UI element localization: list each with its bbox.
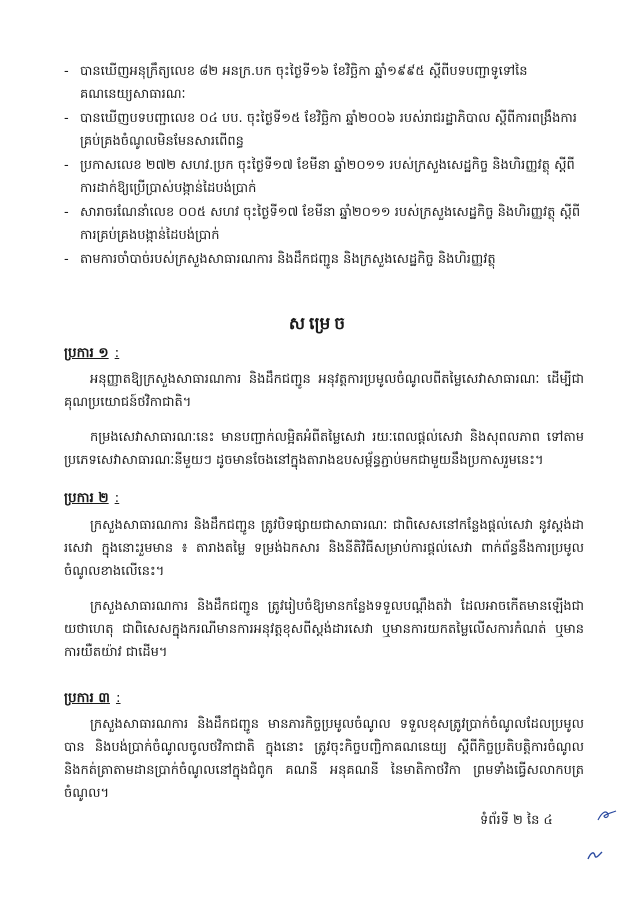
legal-basis-list [64,60,584,272]
article-2-paragraph-2: ក្រសួងសាធារណការ និងដឹកជញ្ជូន ត្រូវរៀបចំឱ្យមានកន្លែងទទួលបណ្តឹងតវ៉ា ដែលអាចកើតមានឡើងជាយថាហេតុ ជាពិសេសក្នុងករណីមានការអនុវត្តខុសពីស្តង់ដារសេវា ឬមានការយកតម្លៃលើសការកំណត់ ឬមានការយឺតយ៉ាវ ជាដើម។ [64,599,584,660]
article-1-heading: ប្រការ ១ : [64,345,120,361]
handwritten-initial-mark [596,808,618,824]
bullet-dash: - [64,158,69,173]
bullet-dash: - [64,111,69,126]
article-3-heading: ប្រការ ៣ : [64,690,121,706]
article-2-paragraph-1: ក្រសួងសាធារណការ និងដឹកជញ្ជូន ត្រូវបិទផ្សាយជាសាធារណៈ ជាពិសេសនៅកន្លែងផ្តល់សេវា នូវស្តង់ដារសេវា ក្នុងនោះរួមមាន ៖ តារាងតម្លៃ ទម្រង់ឯកសារ និងនីតិវិធីសម្រាប់ការផ្តល់សេវា ពាក់ព័ន្ធនឹងការប្រមូលចំណូលខាងលើនេះ។ [64,518,584,579]
list-item: - តាមការចាំបាច់របស់ក្រសួងសាធារណការ និងដឹកជញ្ជូន និងក្រសួងសេដ្ឋកិច្ច និងហិរញ្ញវត្ថុ [64,248,584,271]
list-item: - សារាចរណែនាំលេខ ០០៥ សហវ ចុះថ្ងៃទី១៧ ខែមីនា ឆ្នាំ២០១១ របស់ក្រសួងសេដ្ឋកិច្ច និងហិរញ្ញវត្ថុ ស្តីពីការគ្រប់គ្រងបង្កាន់ដៃបង់ប្រាក់ [64,201,584,247]
page-number: ទំព័រទី ២ នៃ ៤ [480,813,553,828]
article-1-paragraph-1: អនុញ្ញាតឱ្យក្រសួងសាធារណការ និងដឹកជញ្ជូន អនុវត្តការប្រមូលចំណូលពីតម្លៃសេវាសាធារណៈ ដើម្បីជាគុណប្រយោជន៍ថវិកាជាតិ។ [64,372,584,410]
article-3-paragraph-1: ក្រសួងសាធារណការ និងដឹកជញ្ជូន មានភារកិច្ចប្រមូលចំណូល ទទួលខុសត្រូវប្រាក់ចំណូលដែលប្រមូលបាន និងបង់ប្រាក់ចំណូលចូលថវិកាជាតិ ក្នុងនោះ ត្រូវចុះកិច្ចបញ្ជិកាគណនេយ្យ ស្តីពីកិច្ចប្រតិបត្តិការចំណូល និងកត់ត្រាតាមដានប្រាក់ចំណូលនៅក្នុងជំពូក គណនី អនុគណនី នៃមាតិកាថវិកា ព្រមទាំងធ្វើសលាកបត្រចំណូល។ [64,717,584,801]
handwritten-initial-mark [586,848,604,862]
bullet-dash: - [64,252,69,267]
list-item: - បានឃើញបទបញ្ជាលេខ ០៤ បប. ចុះថ្ងៃទី១៥ ខែវិច្ឆិកា ឆ្នាំ២០០៦ របស់រាជរដ្ឋាភិបាល ស្តីពីការពង្រឹងការគ្រប់គ្រងចំណូលមិនមែនសារពើពន្ធ [64,107,584,153]
decision-title: សម្រេច [288,314,350,334]
bullet-dash: - [64,205,69,220]
list-item: - ប្រកាសលេខ ២៧២ សហវ.ប្រក ចុះថ្ងៃទី១៧ ខែមីនា ឆ្នាំ២០១១ របស់ក្រសួងសេដ្ឋកិច្ច និងហិរញ្ញវត្ថុ ស្តីពីការដាក់ឱ្យប្រើប្រាស់បង្កាន់ដៃបង់ប្រាក់ [64,154,584,200]
article-2-heading: ប្រការ ២ : [64,490,120,506]
article-1-paragraph-2: កម្រងសេវាសាធារណៈនេះ មានបញ្ជាក់លម្អិតអំពីតម្លៃសេវា រយៈពេលផ្តល់សេវា និងសុពលភាព ទៅតាមប្រភេទសេវាសាធារណៈនីមួយៗ ដូចមានចែងនៅក្នុងតារាងឧបសម្ព័ន្ធភ្ជាប់មកជាមួយនឹងប្រកាសរួមនេះ។ [64,430,584,468]
bullet-dash: - [64,64,69,79]
list-item: - បានឃើញអនុក្រឹត្យលេខ ៨២ អនក្រ.បក ចុះថ្ងៃទី១៦ ខែវិច្ឆិកា ឆ្នាំ១៩៩៥ ស្ដីពីបទបញ្ជាទូទៅនៃគណនេយ្យសាធារណៈ [64,60,584,106]
